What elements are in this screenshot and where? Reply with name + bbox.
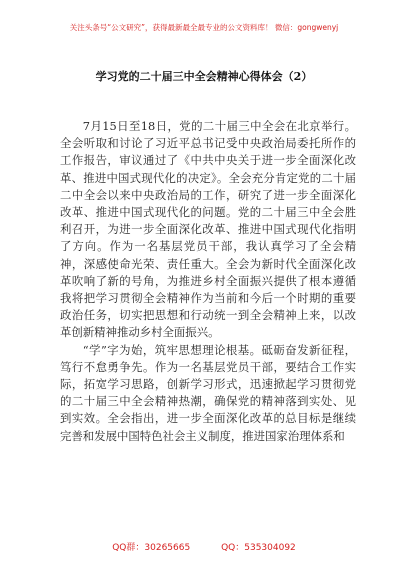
footer-qq: QQ：535304092 <box>221 543 296 553</box>
footer-qq-group: QQ群：30265665 <box>112 543 191 553</box>
document-title: 学习党的二十届三中全会精神心得体会（2） <box>95 70 313 83</box>
paragraph-2: “学”字为始，筑牢思想理论根基。砥砺奋发新征程，笃行不怠勇争先。作为一名基层党员干部，要结合工作实际，拓宽学习思路，创新学习形式，迅速掀起学习贯彻党的二十届三中全会精神热潮，确保党的精神落到实处、见到实效。全会指出，进一步全面深化改革的总目标是继续完善和发展中国特色社会主义制度，推进国家治理体系和 <box>60 342 356 443</box>
footer <box>0 540 408 553</box>
document-body <box>60 118 356 445</box>
paragraph-1: 7月15日至18日，党的二十届三中全会在北京举行。全会听取和讨论了习近平总书记受中央政治局委托所作的工作报告，审议通过了《中共中央关于进一步全面深化改革、推进中国式现代化的决定》。全会充分肯定党的二十届二中全会以来中央政治局的工作，研究了进一步全面深化改革、推进中国式现代化的问题。党的二十届三中全会胜利召开，为进一步全面深化改革、推进中国式现代化指明了方向。作为一名基层党员干部，我认真学习了全会精神，深感使命光荣、责任重大。全会为新时代全面深化改革吹响了新的号角，为推进乡村全面振兴提供了根本遵循我将把学习贯彻全会精神作为当前和今后一个时期的重要政治任务，切实把思想和行动统一到全会精神上来，以改革创新精神推动乡村全面振兴。 <box>60 119 356 340</box>
header-notice: 关注头条号“公文研究”，获得最新最全最专业的公文资料库！ 微信：gongwenyj <box>69 23 339 32</box>
